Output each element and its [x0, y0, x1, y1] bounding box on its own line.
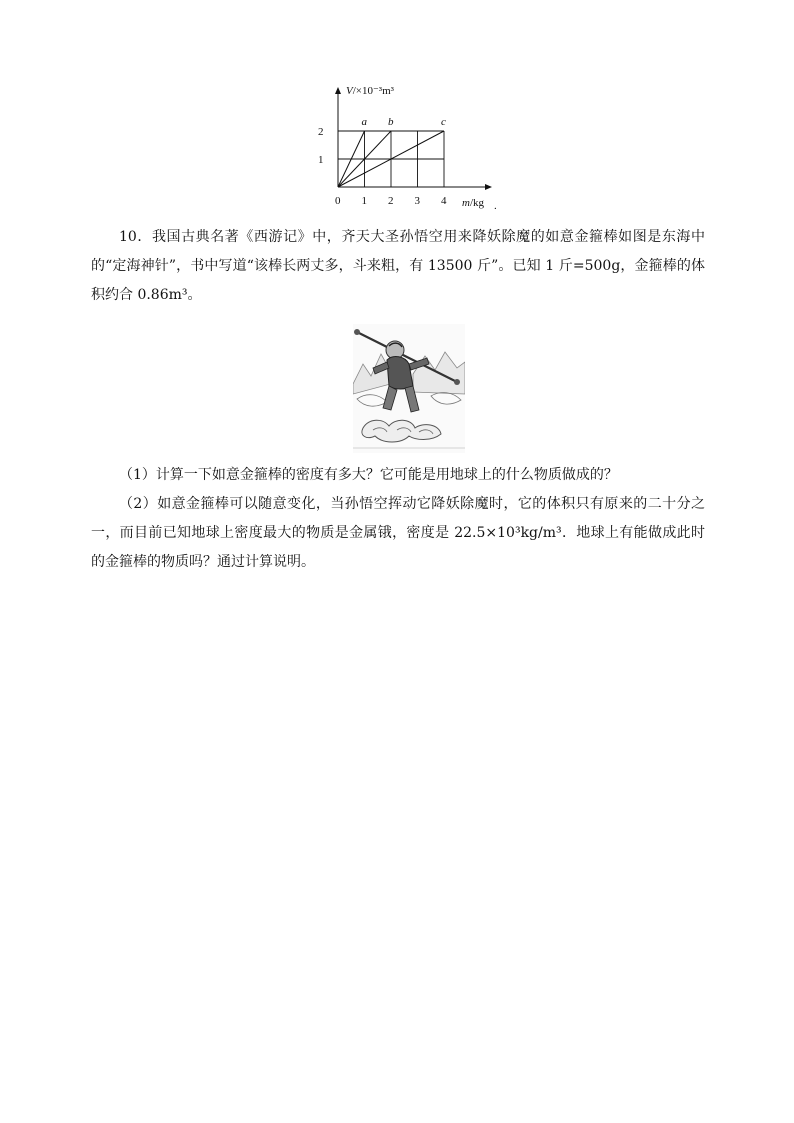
sub-question-1: （1）计算一下如意金箍棒的密度有多大？它可能是用地球上的什么物质做成的？ [119, 467, 618, 483]
y-axis-label [346, 85, 395, 97]
sub-question-2: （2）如意金箍棒可以随意变化，当孙悟空挥动它降妖除魔时，它的体积只有原来的二十分之一，而目前已知地球上密度最大的物质是金属锇，密度是 22.5×10³kg/m³．地球上有能做成此时的金箍棒的物质吗？通过计算说明。 [91, 496, 705, 570]
y-axis-label-unit: /×10⁻³m³ [352, 85, 394, 97]
question-10-text [91, 223, 705, 310]
y-tick-label-1: 1 [318, 154, 324, 166]
x-axis-label-var: m [462, 197, 470, 209]
line-label-c: c [441, 116, 446, 128]
x-tick-label-3: 3 [414, 195, 420, 207]
x-tick-label-4: 4 [441, 195, 447, 207]
question-body: 我国古典名著《西游记》中，齐天大圣孙悟空用来降妖除魔的如意金箍棒如图是东海中的“定海神针”，书中写道“该棒长两丈多，斗来粗，有 13500 斤”。已知 1 斤=500g，金箍棒的体积约合 0.86m³。 [91, 229, 705, 303]
y-axis-arrow [335, 87, 341, 94]
x-axis-arrow [485, 184, 492, 190]
monkey-king-icon [353, 324, 465, 453]
trailing-period: . [494, 200, 497, 212]
line-label-a: a [361, 116, 367, 128]
x-tick-label-1: 1 [361, 195, 367, 207]
x-tick-label-2: 2 [388, 195, 394, 207]
line-label-b: b [388, 116, 394, 128]
volume-mass-graph [300, 78, 510, 214]
graph-svg [300, 78, 510, 214]
illustration-svg [353, 324, 465, 453]
x-axis-label-unit: /kg [469, 197, 485, 209]
question-number: 10． [119, 229, 152, 245]
y-tick-label-2: 2 [318, 126, 324, 138]
x-axis-label [462, 197, 485, 209]
y-axis-label-var: V [346, 85, 353, 97]
x-tick-label-0: 0 [335, 195, 341, 207]
